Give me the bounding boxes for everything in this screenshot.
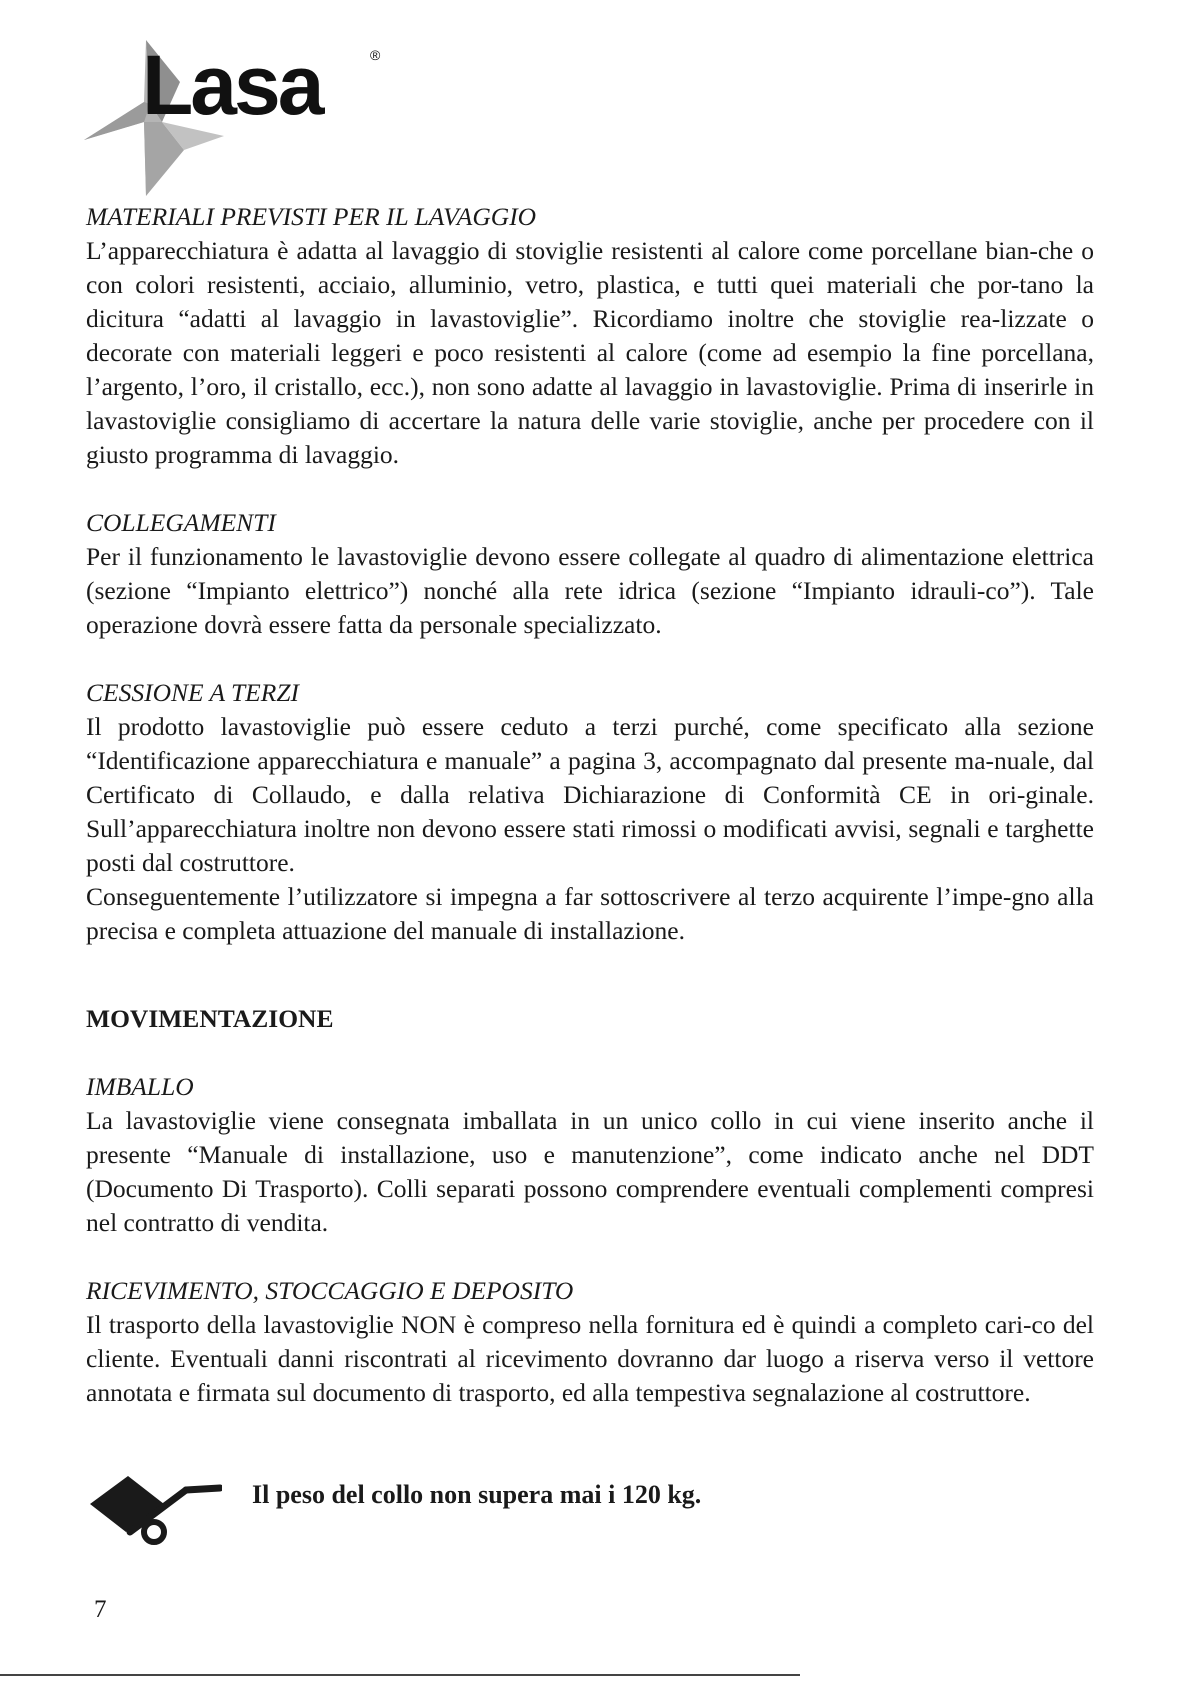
weight-note xyxy=(86,1468,886,1548)
paragraph-cessione-2: Conseguentemente l’utilizzatore si impegna a far sottoscrivere al terzo acquirente l’impe-gno alla precisa e completa attuazione del manuale di installazione. xyxy=(86,882,1094,945)
page-content xyxy=(86,200,1094,1410)
weight-note-text: Il peso del collo non supera mai i 120 kg. xyxy=(252,1480,702,1509)
paragraph-imballo: La lavastoviglie viene consegnata imballata in un unico collo in cui viene inserito anche il presente “Manuale di installazione, uso e manutenzione”, come indicato anche nel DDT (Documento Di Trasporto). Colli separati possono comprendere eventuali complementi compresi nel contratto di vendita. xyxy=(86,1106,1094,1237)
registered-mark: ® xyxy=(370,47,381,63)
subtitle-cessione: CESSIONE A TERZI xyxy=(86,678,299,707)
paragraph-cessione-1: Il prodotto lavastoviglie può essere ceduto a terzi purché, come specificato alla sezione “Identificazione apparecchiatura e manuale” a pagina 3, accompagnato dal presente ma-nuale, dal Certificato di Collaudo, e dalla relativa Dichiarazione di Conformità CE in ori-ginale. Sull’apparecchiatura inoltre non devono essere stati rimossi o modificati avvisi, segnali e targhette posti dal costruttore. xyxy=(86,712,1094,877)
paragraph-materiali: L’apparecchiatura è adatta al lavaggio di stoviglie resistenti al calore come porcellane bian-che o con colori resistenti, acciaio, alluminio, vetro, plastica, e tutti quei materiali che por-tano la dicitura “adatti al lavaggio in lavastoviglie”. Ricordiamo inoltre che stoviglie rea-lizzate o decorate con materiali leggeri e poco resistenti al calore (come ad esempio la fine porcellana, l’argento, l’oro, il cristallo, ecc.), non sono adatte al lavaggio in lavastoviglie. Prima di inserirle in lavastoviglie consigliamo di accertare la natura delle varie stoviglie, anche per procedere con il giusto programma di lavaggio. xyxy=(86,236,1094,469)
paragraph-ricevimento: Il trasporto della lavastoviglie NON è compreso nella fornitura ed è quindi a completo cari-co del cliente. Eventuali danni riscontrati al ricevimento dovranno dar luogo a riserva verso il vettore annotata e firmata sul documento di trasporto, ed alla tempestiva segnalazione al costruttore. xyxy=(86,1310,1094,1407)
page-number: 7 xyxy=(94,1596,107,1623)
subtitle-ricevimento: RICEVIMENTO, STOCCAGGIO E DEPOSITO xyxy=(86,1276,574,1305)
subtitle-materiali: MATERIALI PREVISTI PER IL LAVAGGIO xyxy=(86,202,537,231)
paragraph-collegamenti: Per il funzionamento le lavastoviglie devono essere collegate al quadro di alimentazione elettrica (sezione “Impianto elettrico”) nonché alla rete idrica (sezione “Impianto idrauli-co”). Tale operazione dovrà essere fatta da personale specializzato. xyxy=(86,542,1094,639)
section-title-movimentazione: MOVIMENTAZIONE xyxy=(86,1004,334,1033)
subtitle-collegamenti: COLLEGAMENTI xyxy=(86,508,276,537)
bottom-divider xyxy=(0,1674,800,1676)
lasa-logo xyxy=(84,40,394,196)
logo-wordmark: Lasa xyxy=(142,40,322,132)
subtitle-imballo: IMBALLO xyxy=(86,1072,194,1101)
hand-truck-icon xyxy=(86,1468,222,1548)
